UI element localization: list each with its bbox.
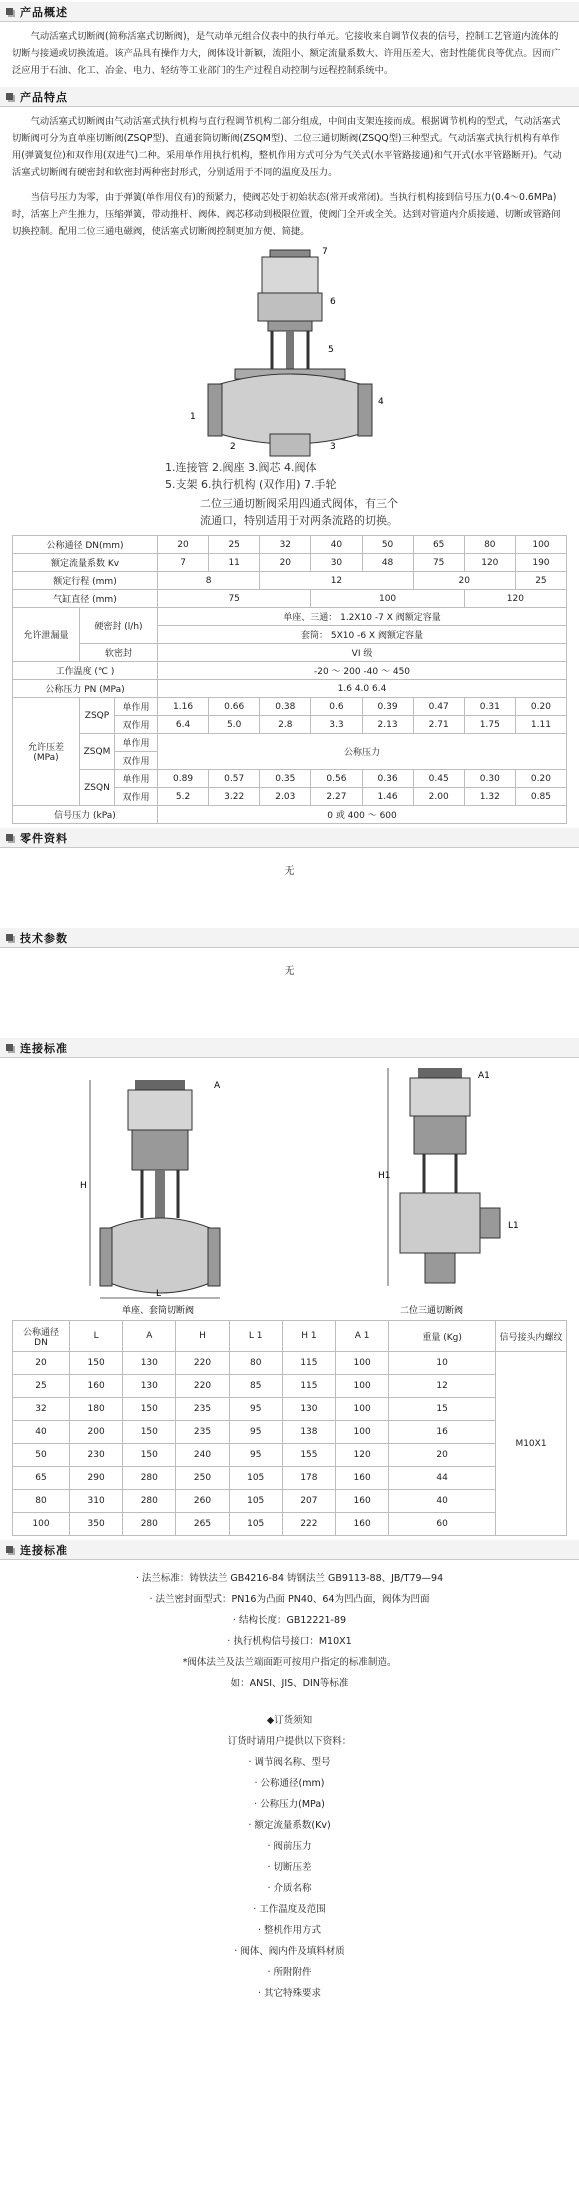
table-cell: 20 <box>413 572 515 590</box>
table-cell: 公称压力 <box>158 734 567 770</box>
table-row <box>13 608 567 626</box>
standard-item: · 法兰密封面型式：PN16为凸面 PN40、64为凹凸面，阀体为凹面 <box>149 1594 430 1605</box>
standard-item: · 结构长度：GB12221-89 <box>232 1615 347 1626</box>
section-bullet-icon <box>6 1546 13 1553</box>
dimension-diagram <box>0 1058 579 1320</box>
table-cell: 16 <box>389 1421 496 1444</box>
table-cell: 130 <box>123 1375 176 1398</box>
table-cell: 75 <box>158 590 311 608</box>
soft-label: 软密封 <box>80 644 158 662</box>
table-cell: 190 <box>515 554 566 572</box>
table-cell: 0.39 <box>362 698 413 716</box>
table-cell: 25 <box>209 536 260 554</box>
header-cell: H 1 <box>282 1321 335 1352</box>
model-zsqm: ZSQM <box>80 734 115 770</box>
table-cell: 15 <box>389 1398 496 1421</box>
dimension-figure <box>0 1058 579 1320</box>
table-cell: 25 <box>13 1375 70 1398</box>
sig-label: 信号压力 (kPa) <box>13 806 158 824</box>
table-cell: 150 <box>123 1421 176 1444</box>
parts-content: 无 <box>284 866 295 877</box>
callout-7: 7 <box>322 247 328 257</box>
standard-item: *阀体法兰及法兰端面距可按用户指定的标准制造。 <box>182 1657 397 1668</box>
caption-right: 二位三通切断阀 <box>400 1306 464 1316</box>
table-cell: 2.71 <box>413 716 464 734</box>
table-cell: 20 <box>260 554 311 572</box>
table-cell: 200 <box>70 1421 123 1444</box>
table-row <box>13 1352 567 1375</box>
section-header-features <box>0 87 579 107</box>
table-cell: 160 <box>336 1467 389 1490</box>
table-cell: 7 <box>158 554 209 572</box>
kv-label: 额定流量系数 Kv <box>13 554 158 572</box>
dim-a1-label: A1 <box>478 1071 490 1081</box>
table-cell: 0.20 <box>515 770 566 788</box>
table-cell: 单作用 <box>115 698 158 716</box>
dn-label: 公称通径 DN(mm) <box>13 536 158 554</box>
dim-h-label: H <box>80 1181 87 1191</box>
table-cell: 138 <box>282 1421 335 1444</box>
section-title: 产品概述 <box>20 5 68 19</box>
table-cell: 100 <box>336 1421 389 1444</box>
table-cell: 95 <box>229 1398 282 1421</box>
table-cell: 2.03 <box>260 788 311 806</box>
table-cell: 12 <box>389 1375 496 1398</box>
table-row <box>13 1513 567 1536</box>
table-row <box>13 1398 567 1421</box>
section-title: 产品特点 <box>20 90 68 104</box>
leak-label: 允许泄漏量 <box>13 608 80 662</box>
table-cell: 310 <box>70 1490 123 1513</box>
table-cell: 32 <box>13 1398 70 1421</box>
table-row <box>13 590 567 608</box>
dimension-table <box>12 1320 567 1536</box>
section-bullet-icon <box>6 93 13 100</box>
table-cell: 150 <box>123 1444 176 1467</box>
dim-l1-label: L1 <box>508 1221 519 1231</box>
table-cell: 50 <box>362 536 413 554</box>
order-info <box>0 1694 579 2004</box>
single-seat-valve-drawing <box>80 1080 221 1316</box>
table-cell: 235 <box>176 1421 229 1444</box>
table-cell: 80 <box>13 1490 70 1513</box>
caption-left: 单座、套筒切断阀 <box>122 1306 195 1316</box>
table-cell: 207 <box>282 1490 335 1513</box>
table-cell: 150 <box>123 1398 176 1421</box>
table-cell: 105 <box>229 1467 282 1490</box>
table-header-row <box>13 1321 567 1352</box>
table-row <box>13 1421 567 1444</box>
header-cell: A 1 <box>336 1321 389 1352</box>
table-cell: 0.66 <box>209 698 260 716</box>
table-row <box>13 1444 567 1467</box>
dp-label <box>13 698 80 806</box>
tech-content: 无 <box>284 966 295 977</box>
table-cell: 75 <box>413 554 464 572</box>
dp-label-text: 允许压差 <box>27 743 64 753</box>
header-cell: 重量 (Kg) <box>389 1321 496 1352</box>
table-cell: 130 <box>123 1352 176 1375</box>
section-bullet-icon <box>6 8 13 15</box>
table-cell: 0.35 <box>260 770 311 788</box>
table-cell: VI 级 <box>158 644 567 662</box>
table-cell: 1.6 4.0 6.4 <box>158 680 567 698</box>
table-cell: 单作用 <box>115 734 158 752</box>
table-cell: 0.57 <box>209 770 260 788</box>
table-cell: 套筒： 5X10 -6 X 阀额定容量 <box>158 626 567 644</box>
section-bullet-icon <box>6 834 13 841</box>
table-cell: 60 <box>389 1513 496 1536</box>
spec-table <box>12 535 567 824</box>
table-row <box>13 1467 567 1490</box>
section-header-tech <box>0 928 579 948</box>
table-cell: 2.13 <box>362 716 413 734</box>
temp-label: 工作温度 (℃ ) <box>13 662 158 680</box>
table-cell: 12 <box>260 572 413 590</box>
table-cell: 240 <box>176 1444 229 1467</box>
table-row <box>13 554 567 572</box>
table-cell: 222 <box>282 1513 335 1536</box>
table-cell: 双作用 <box>115 788 158 806</box>
table-cell: 280 <box>123 1467 176 1490</box>
table-cell: 3.22 <box>209 788 260 806</box>
table-cell: 0.6 <box>311 698 362 716</box>
callout-5: 5 <box>328 345 334 355</box>
section-bullet-icon <box>6 1044 13 1051</box>
stroke-label: 额定行程 (mm) <box>13 572 158 590</box>
table-cell: 105 <box>229 1490 282 1513</box>
table-cell: 80 <box>464 536 515 554</box>
table-cell: 0.31 <box>464 698 515 716</box>
table-row <box>13 536 567 554</box>
table-cell: 48 <box>362 554 413 572</box>
standard-item: · 法兰标准：铸铁法兰 GB4216-84 铸钢法兰 GB9113-88、JB/T79—94 <box>135 1573 444 1584</box>
table-cell: 11 <box>209 554 260 572</box>
table-row <box>13 572 567 590</box>
table-row <box>13 1490 567 1513</box>
order-item: · 整机作用方式 <box>257 1925 322 1936</box>
table-cell: 85 <box>229 1375 282 1398</box>
table-cell: 32 <box>260 536 311 554</box>
table-cell: 0.45 <box>413 770 464 788</box>
header-cell: H <box>176 1321 229 1352</box>
table-cell: 0.36 <box>362 770 413 788</box>
header-cell: L 1 <box>229 1321 282 1352</box>
callout-6: 6 <box>330 297 336 307</box>
section-bullet-icon <box>6 934 13 941</box>
figure-note-2: 流通口，特别适用于对两条流路的切换。 <box>200 514 398 527</box>
table-cell: 2.8 <box>260 716 311 734</box>
dim-a-label: A <box>214 1081 221 1091</box>
table-cell: 95 <box>229 1444 282 1467</box>
standard-item: · 执行机构信号接口：M10X1 <box>227 1636 352 1647</box>
table-cell: 100 <box>336 1375 389 1398</box>
table-cell: 180 <box>70 1398 123 1421</box>
table-cell: 20 <box>13 1352 70 1375</box>
table-cell: 40 <box>13 1421 70 1444</box>
figure-legend-1: 1.连接管 2.阀座 3.阀芯 4.阀体 <box>165 461 317 474</box>
order-item: · 所附附件 <box>267 1967 312 1978</box>
thread-cell: M10X1 <box>496 1352 567 1536</box>
table-cell: 250 <box>176 1467 229 1490</box>
order-intro: 订货时请用户提供以下资料： <box>227 1736 352 1747</box>
table-cell: 20 <box>158 536 209 554</box>
table-cell: 2.00 <box>413 788 464 806</box>
order-item: · 公称通径(mm) <box>254 1778 325 1789</box>
table-cell: 120 <box>464 554 515 572</box>
section-title: 连接标准 <box>20 1543 68 1557</box>
table-cell: 280 <box>123 1490 176 1513</box>
table-cell: 100 <box>311 590 464 608</box>
table-cell: 3.3 <box>311 716 362 734</box>
order-item: · 调节阀名称、型号 <box>248 1757 331 1768</box>
pn-label: 公称压力 PN (MPa) <box>13 680 158 698</box>
table-cell: 120 <box>464 590 566 608</box>
table-cell: 1.11 <box>515 716 566 734</box>
table-cell: 6.4 <box>158 716 209 734</box>
table-cell: 105 <box>229 1513 282 1536</box>
table-cell: 65 <box>13 1467 70 1490</box>
table-cell: 65 <box>413 536 464 554</box>
table-cell: 10 <box>389 1352 496 1375</box>
features-text-1: 气动活塞式切断阀由气动活塞式执行机构与直行程调节机构二部分组成，中间由支架连接而成。根据调节机构的型式，气动活塞式切断阀可分为直单座切断阀(ZSQP型)、直通套筒切断阀(ZSQM型)、二位三通切断阀(ZSQQ型)三种型式。气动活塞式执行机构有单作用(弹簧复位)和双作用(双进气)二种。采用单作用执行机构，整机作用方式可分为气关式(水平管路接通)和气开式(水平管路断开)。气动活塞式切断阀有硬密封和软密封两种密封形式，分别适用于不同的温度及压力。 <box>12 116 562 178</box>
table-cell: 100 <box>515 536 566 554</box>
table-cell: 150 <box>70 1352 123 1375</box>
table-cell: 115 <box>282 1375 335 1398</box>
table-cell: 0.30 <box>464 770 515 788</box>
header-cell: A <box>123 1321 176 1352</box>
table-cell: 双作用 <box>115 716 158 734</box>
table-cell: -20 ～ 200 -40 ～ 450 <box>158 662 567 680</box>
table-row <box>13 806 567 824</box>
table-cell: 0.38 <box>260 698 311 716</box>
dim-h1-label: H1 <box>378 1171 391 1181</box>
table-cell: 1.16 <box>158 698 209 716</box>
table-cell: 1.32 <box>464 788 515 806</box>
table-row <box>13 680 567 698</box>
table-cell: 0.85 <box>515 788 566 806</box>
table-cell: 5.0 <box>209 716 260 734</box>
table-cell: 0 或 400 ～ 600 <box>158 806 567 824</box>
table-row <box>13 770 567 788</box>
table-cell: 44 <box>389 1467 496 1490</box>
table-cell: 80 <box>229 1352 282 1375</box>
table-cell: 0.89 <box>158 770 209 788</box>
order-item: · 切断压差 <box>267 1862 312 1873</box>
section-title: 技术参数 <box>20 931 68 945</box>
table-cell: 20 <box>389 1444 496 1467</box>
standard-item: 如：ANSI、JIS、DIN等标准 <box>230 1678 349 1689</box>
table-cell: 260 <box>176 1490 229 1513</box>
figure-note-1: 二位三通切断阀采用四通式阀体，有三个 <box>200 497 398 510</box>
table-row <box>13 644 567 662</box>
table-cell: 100 <box>336 1352 389 1375</box>
order-item: · 阀前压力 <box>267 1841 312 1852</box>
valve-diagram <box>0 244 579 459</box>
table-cell: 双作用 <box>115 752 158 770</box>
header-cell: 公称通径 DN <box>13 1321 70 1352</box>
table-cell: 0.56 <box>311 770 362 788</box>
table-row <box>13 662 567 680</box>
table-cell: 160 <box>336 1490 389 1513</box>
order-item: · 公称压力(MPa) <box>254 1799 325 1810</box>
order-item: · 其它特殊要求 <box>257 1988 322 1999</box>
table-cell: 265 <box>176 1513 229 1536</box>
table-cell: 235 <box>176 1398 229 1421</box>
figure-legend-2: 5.支架 6.执行机构 (双作用) 7.手轮 <box>165 478 337 491</box>
dp-unit-text: (MPa) <box>33 753 59 763</box>
table-cell: 100 <box>13 1513 70 1536</box>
table-cell: 0.47 <box>413 698 464 716</box>
hard-label: 硬密封 (l/h) <box>80 608 158 644</box>
valve-figure <box>0 244 579 459</box>
table-cell: 220 <box>176 1352 229 1375</box>
table-cell: 155 <box>282 1444 335 1467</box>
table-cell: 280 <box>123 1513 176 1536</box>
table-cell: 95 <box>229 1421 282 1444</box>
dim-l-label: L <box>156 1289 162 1299</box>
table-cell: 2.27 <box>311 788 362 806</box>
table-cell: 350 <box>70 1513 123 1536</box>
header-cell: 信号接头内螺纹 <box>496 1321 567 1352</box>
header-cell: L <box>70 1321 123 1352</box>
table-cell: 115 <box>282 1352 335 1375</box>
table-cell: 单作用 <box>115 770 158 788</box>
standards-list <box>0 1560 579 1694</box>
callout-3: 3 <box>330 442 336 452</box>
order-title: ◆订货须知 <box>266 1715 313 1726</box>
overview-text: 气动活塞式切断阀(简称活塞式切断阀)，是气动单元组合仪表中的执行单元。它接收来自调节仪表的信号，控制工艺管道内流体的切断与接通或切换流道。该产品具有操作力大，阀体设计新颖，流阻小、额定流量系数大、许用压差大、密封性能优良等优点。因而广泛应用于石油、化工、冶金、电力、轻纺等工业部门的生产过程自动控制与远程控制系统中。 <box>12 31 561 76</box>
table-cell: 220 <box>176 1375 229 1398</box>
features-text-2: 当信号压力为零，由于弹簧(单作用仪有)的预紧力，使阀芯处于初始状态(常开或常闭)。当执行机构接到信号压力(0.4～0.6MPa)时，活塞上产生推力，压缩弹簧，带动推杆、阀体、阀芯移动到极限位置，使阀门全开或全关。达到对管道内介质接通、切断或管路间切换控制。配用二位三通电磁阀，使活塞式切断阀控制更加方便、简捷。 <box>12 192 561 237</box>
callout-1: 1 <box>190 412 196 422</box>
model-zsqp: ZSQP <box>80 698 115 734</box>
section-header-parts <box>0 828 579 848</box>
table-cell: 100 <box>336 1398 389 1421</box>
table-cell: 130 <box>282 1398 335 1421</box>
callout-2: 2 <box>230 442 236 452</box>
table-row <box>13 734 567 752</box>
section-title: 零件资料 <box>20 831 68 845</box>
order-item: · 工作温度及范围 <box>253 1904 326 1915</box>
section-title: 连接标准 <box>20 1041 68 1055</box>
order-item: · 额定流量系数(Kv) <box>248 1820 331 1831</box>
callout-4: 4 <box>378 397 384 407</box>
table-cell: 5.2 <box>158 788 209 806</box>
table-cell: 160 <box>70 1375 123 1398</box>
table-cell: 8 <box>158 572 260 590</box>
table-row <box>13 698 567 716</box>
table-cell: 230 <box>70 1444 123 1467</box>
section-header-connection-2 <box>0 1540 579 1560</box>
section-header-overview <box>0 2 579 22</box>
table-cell: 25 <box>515 572 566 590</box>
table-cell: 40 <box>311 536 362 554</box>
table-cell: 1.75 <box>464 716 515 734</box>
table-cell: 290 <box>70 1467 123 1490</box>
model-zsqn: ZSQN <box>80 770 115 806</box>
table-cell: 单座、三通： 1.2X10 -7 X 阀额定容量 <box>158 608 567 626</box>
order-item: · 介质名称 <box>267 1883 312 1894</box>
table-row <box>13 1375 567 1398</box>
section-header-connection <box>0 1038 579 1058</box>
three-way-valve-drawing <box>378 1068 519 1316</box>
table-cell: 120 <box>336 1444 389 1467</box>
table-cell: 160 <box>336 1513 389 1536</box>
table-cell: 50 <box>13 1444 70 1467</box>
table-cell: 0.20 <box>515 698 566 716</box>
table-cell: 178 <box>282 1467 335 1490</box>
table-cell: 40 <box>389 1490 496 1513</box>
table-cell: 1.46 <box>362 788 413 806</box>
cyl-label: 气缸直径 (mm) <box>13 590 158 608</box>
order-item: · 阀体、阀内件及填料材质 <box>234 1946 345 1957</box>
table-cell: 30 <box>311 554 362 572</box>
